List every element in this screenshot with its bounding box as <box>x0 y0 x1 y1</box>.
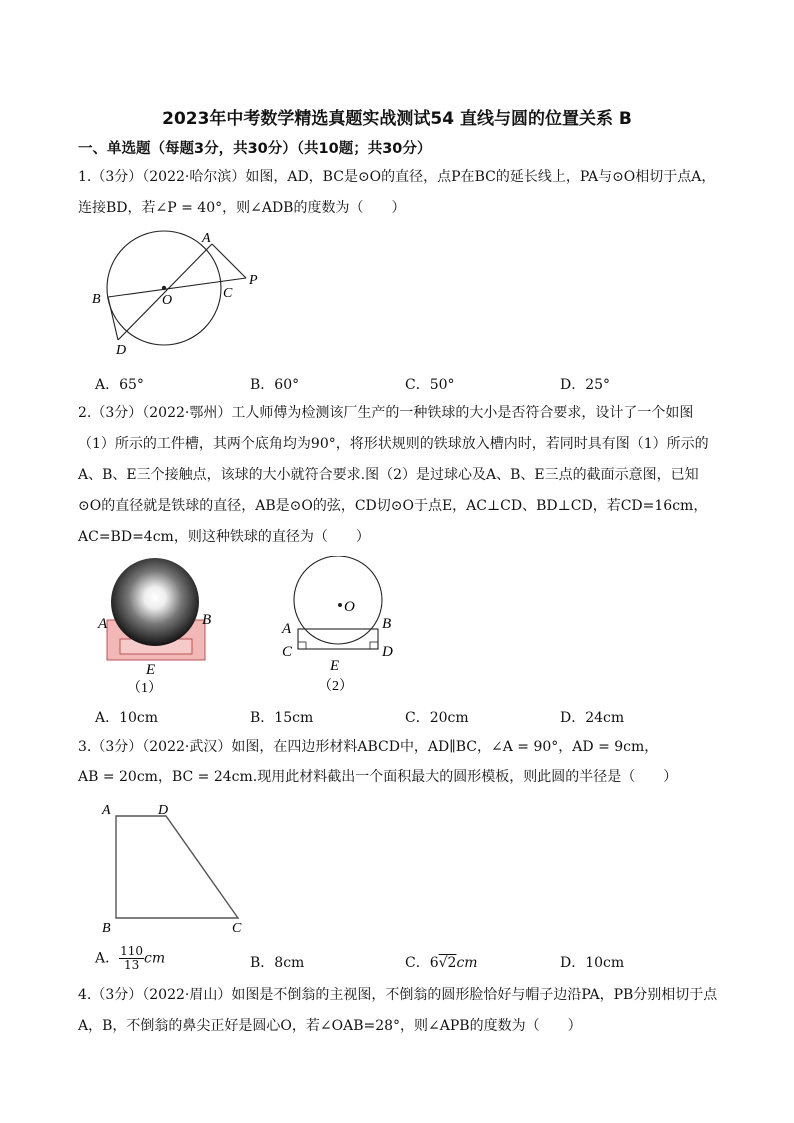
question-3-options <box>95 945 715 975</box>
question-3-text-line-2: AB = 20cm，BC = 24cm.现用此材料截出一个面积最大的圆形模板，则此圆的半径是（ ） <box>78 769 678 785</box>
question-1-text: 1.（3分）（2022·哈尔滨）如图，AD，BC是⊙O的直径，点P在BC的延长线上，PA与⊙O相切于点A，连接BD，若∠P = 40°，则∠ADB的度数为（ ） <box>78 169 716 216</box>
q3-option-a[interactable]: A． $\frac{110}{13}$ cm <box>95 944 166 972</box>
q1-label-b: B <box>92 292 101 307</box>
question-2-figure-2 <box>278 556 408 696</box>
q2-fig2-label-c: C <box>282 644 293 660</box>
q1-label-a: A <box>202 231 211 246</box>
q1-option-c[interactable]: C．50° <box>405 377 455 393</box>
question-2-options <box>95 707 715 729</box>
q2-option-c[interactable]: C．20cm <box>405 710 469 726</box>
q1-option-a[interactable]: A．65° <box>95 377 144 393</box>
q1-label-p: P <box>249 273 258 288</box>
question-1-options <box>95 374 715 396</box>
page-title: 2023年中考数学精选真题实战测试54 直线与圆的位置关系 B <box>162 109 632 129</box>
q2-fig2-caption: （2） <box>318 679 353 694</box>
question-1-figure <box>88 228 268 358</box>
q1-option-d[interactable]: D．25° <box>560 377 611 393</box>
q1-option-b[interactable]: B．60° <box>250 377 300 393</box>
question-2-text: 2.（3分）（2022·鄂州）工人师傅为检测该厂生产的一种铁球的大小是否符合要求，设计了一个如图（1）所示的工件槽，其两个底角均为90°，将形状规则的铁球放入槽内时，若同时具有图（1）所示的A、B、E三个接触点，该球的大小就符合要求.图（2）是过球心及A、B、E三点的截面示意图，已知⊙O的直径就是铁球的直径，AB是⊙O的弦，CD切⊙O于点E，AC⊥CD、BD⊥CD，若CD=16cm，AC=BD=4cm，则这种铁球的直径为（ ） <box>78 405 709 545</box>
q2-fig2-label-a: A <box>282 621 292 637</box>
section-heading: 一、单选题（每题3分，共30分）（共10题；共30分） <box>78 141 432 157</box>
q3-option-b[interactable]: B．8cm <box>250 955 305 971</box>
q2-fig1-label-a: A <box>98 616 108 632</box>
question-2-figure-1 <box>92 556 222 696</box>
q2-fig2-label-o: O <box>344 599 355 615</box>
q1-label-c: C <box>223 286 233 301</box>
q2-option-a[interactable]: A．10cm <box>95 710 159 726</box>
q2-fig2-label-e: E <box>330 658 340 674</box>
q3-label-a: A <box>102 803 111 818</box>
q2-fig1-label-e: E <box>146 662 156 678</box>
q2-option-b[interactable]: B．15cm <box>250 710 314 726</box>
q3-label-c: C <box>232 921 242 936</box>
q2-fig2-label-d: D <box>382 644 393 660</box>
question-3-text-line-1: 3.（3分）（2022·武汉）如图，在四边形材料ABCD中，AD∥BC，∠A = 90°，AD = 9cm， <box>78 739 659 755</box>
q3-option-a-fraction: $\frac{110}{13}$ <box>120 944 144 972</box>
question-4-text: 4.（3分）（2022·眉山）如图是不倒翁的主视图，不倒翁的圆形脸恰好与帽子边沿PA，PB分别相切于点A，B，不倒翁的鼻尖正好是圆心O，若∠OAB=28°，则∠APB的度数为（ ） <box>78 987 718 1034</box>
q3-label-b: B <box>102 921 111 936</box>
question-3-figure <box>98 798 258 938</box>
q2-fig1-label-b: B <box>202 612 212 628</box>
q2-fig1-caption: （1） <box>127 681 162 696</box>
q2-option-d[interactable]: D．24cm <box>560 710 625 726</box>
q1-label-d: D <box>116 343 127 358</box>
q3-option-c[interactable]: C．6√2cm <box>405 955 478 971</box>
q2-fig2-label-b: B <box>382 616 392 632</box>
q3-label-d: D <box>158 803 169 818</box>
q1-label-o: O <box>162 293 173 308</box>
q3-option-d[interactable]: D．10cm <box>560 955 625 971</box>
sqrt-symbol: √2 <box>438 955 457 971</box>
